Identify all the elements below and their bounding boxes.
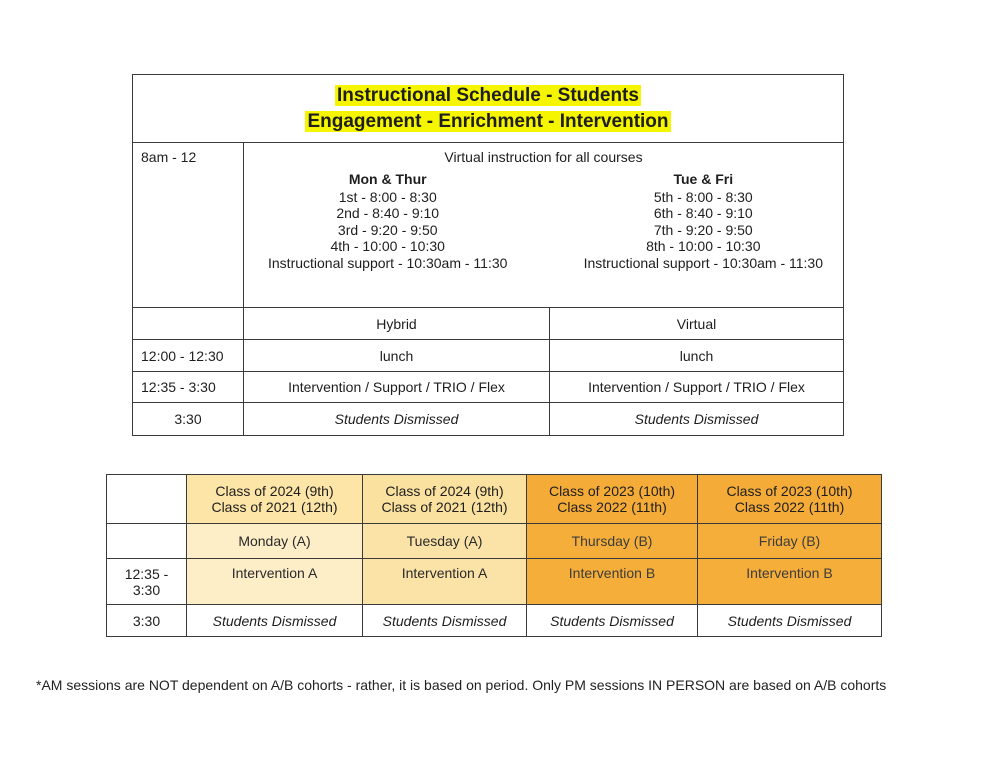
- cohort-classes-cell: [187, 475, 363, 524]
- intervention-cell: Intervention A: [363, 559, 527, 605]
- day-cell: Monday (A): [187, 524, 363, 559]
- day-cell: Thursday (B): [527, 524, 698, 559]
- pm-time-cell: [107, 559, 187, 605]
- cohort-classes-cell: [363, 475, 527, 524]
- class-line: Class 2022 (11th): [557, 499, 667, 515]
- morning-time-cell: 8am - 12: [133, 143, 244, 308]
- dismissal-time-cell: 3:30: [133, 403, 244, 436]
- dismissal-cell: Students Dismissed: [187, 605, 363, 637]
- class-line: Class of 2021 (12th): [211, 499, 338, 515]
- morning-instruction-cell: [244, 143, 844, 308]
- period-line: Instructional support - 10:30am - 11:30: [268, 254, 508, 271]
- day-cell: Tuesday (A): [363, 524, 527, 559]
- schedule-title-line2: Engagement - Enrichment - Intervention: [307, 110, 669, 132]
- period-line: 4th - 10:00 - 10:30: [330, 238, 445, 254]
- virtual-dismissal-cell: Students Dismissed: [550, 403, 844, 436]
- instructional-schedule-table: [132, 74, 844, 436]
- pm-time-line1: 12:35 -: [124, 565, 169, 582]
- class-line: Class of 2023 (10th): [726, 483, 853, 499]
- intervention-cell: Intervention B: [527, 559, 698, 605]
- intervention-cell: Intervention B: [698, 559, 882, 605]
- virtual-header: Virtual: [550, 308, 844, 340]
- dismissal-time-cell: 3:30: [107, 605, 187, 637]
- footnote: *AM sessions are NOT dependent on A/B cohorts - rather, it is based on period. Only PM sessions IN PERSON are based on A/B cohorts: [36, 677, 887, 693]
- empty-time-cell: [107, 524, 187, 559]
- intervention-time-cell: 12:35 - 3:30: [133, 372, 244, 403]
- hybrid-lunch-cell: lunch: [244, 340, 550, 372]
- virtual-intervention-cell: Intervention / Support / TRIO / Flex: [550, 372, 844, 403]
- class-line: Class of 2024 (9th): [385, 483, 504, 499]
- mon-thur-periods: [268, 171, 507, 271]
- period-line: 5th - 8:00 - 8:30: [653, 188, 753, 205]
- tue-fri-title: Tue & Fri: [673, 171, 734, 187]
- period-line: 1st - 8:00 - 8:30: [338, 188, 437, 205]
- period-line: 3rd - 9:20 - 9:50: [337, 221, 438, 238]
- period-line: 6th - 8:40 - 9:10: [653, 205, 753, 221]
- virtual-instruction-heading: Virtual instruction for all courses: [444, 149, 643, 165]
- hybrid-dismissal-cell: Students Dismissed: [244, 403, 550, 436]
- period-line: 8th - 10:00 - 10:30: [646, 238, 761, 254]
- period-line: 7th - 9:20 - 9:50: [653, 221, 753, 238]
- dismissal-cell: Students Dismissed: [698, 605, 882, 637]
- day-cell: Friday (B): [698, 524, 882, 559]
- class-line: Class of 2023 (10th): [548, 483, 676, 499]
- virtual-lunch-cell: lunch: [550, 340, 844, 372]
- class-line: Class 2022 (11th): [734, 499, 845, 515]
- empty-time-cell: [133, 308, 244, 340]
- intervention-cell: Intervention A: [187, 559, 363, 605]
- cohort-schedule-table: [106, 474, 882, 637]
- period-line: Instructional support - 10:30am - 11:30: [583, 254, 823, 271]
- schedule-title-line1: Instructional Schedule - Students: [337, 84, 639, 106]
- pm-time-line2: 3:30: [132, 581, 161, 598]
- schedule-title-cell: [133, 75, 844, 143]
- dismissal-cell: Students Dismissed: [527, 605, 698, 637]
- cohort-classes-cell: [527, 475, 698, 524]
- dismissal-cell: Students Dismissed: [363, 605, 527, 637]
- class-line: Class of 2024 (9th): [215, 483, 334, 499]
- hybrid-intervention-cell: Intervention / Support / TRIO / Flex: [244, 372, 550, 403]
- empty-corner-cell: [107, 475, 187, 524]
- lunch-time-cell: 12:00 - 12:30: [133, 340, 244, 372]
- period-line: 2nd - 8:40 - 9:10: [336, 205, 440, 221]
- tue-fri-periods: [584, 171, 823, 271]
- hybrid-header: Hybrid: [244, 308, 550, 340]
- mon-thur-title: Mon & Thur: [348, 171, 427, 187]
- cohort-classes-cell: [698, 475, 882, 524]
- class-line: Class of 2021 (12th): [381, 499, 508, 515]
